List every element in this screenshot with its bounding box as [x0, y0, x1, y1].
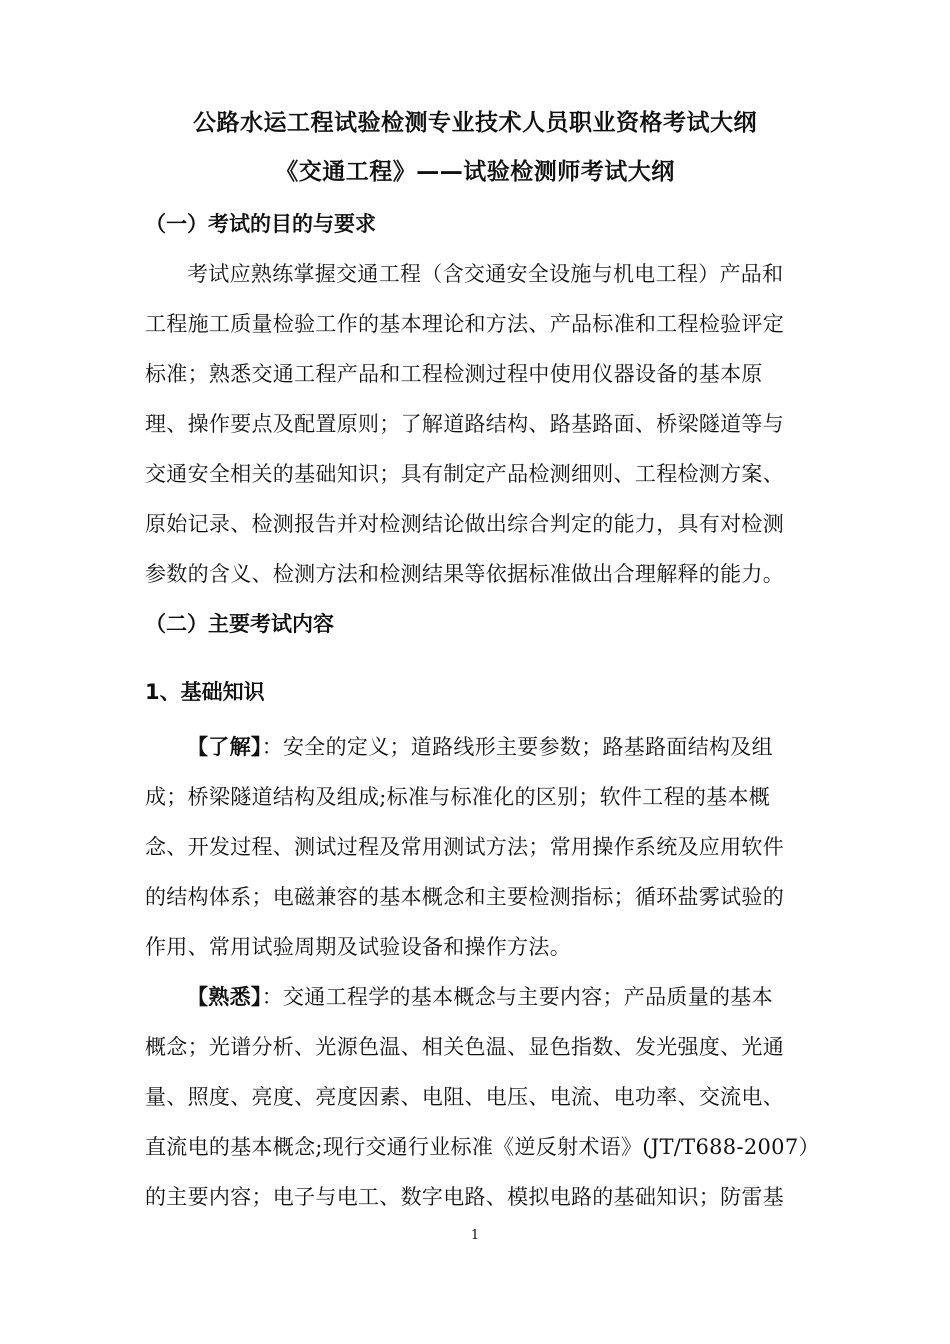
familiar-tag: 【熟悉】	[187, 985, 262, 1009]
document-subtitle: 《交通工程》——试验检测师考试大纲	[275, 159, 675, 185]
understand-text: ：安全的定义；道路线形主要参数；路基路面结构及组	[261, 735, 773, 759]
paragraph-line: 理、操作要点及配置原则；了解道路结构、路基路面、桥梁隧道等与	[145, 412, 784, 436]
subsection-heading-basics: 1、基础知识	[145, 680, 265, 704]
paragraph-line: 原始记录、检测报告并对检测结论做出综合判定的能力，具有对检测	[145, 512, 784, 536]
paragraph-line: 工程施工质量检验工作的基本理论和方法、产品标准和工程检验评定	[145, 312, 784, 336]
paragraph-line: 参数的含义、检测方法和检测结果等依据标准做出合理解释的能力。	[145, 562, 784, 586]
paragraph-line: 成；桥梁隧道结构及组成;标准与标准化的区别；软件工程的基本概	[145, 785, 771, 809]
familiar-text: ：交通工程学的基本概念与主要内容；产品质量的基本	[261, 985, 773, 1009]
document-title: 公路水运工程试验检测专业技术人员职业资格考试大纲	[193, 110, 757, 136]
page-number: 1	[470, 1228, 480, 1243]
paragraph-line	[187, 731, 773, 761]
section-heading-content: （二）主要考试内容	[145, 612, 334, 636]
paragraph-line: 考试应熟练掌握交通工程（含交通安全设施与机电工程）产品和	[187, 262, 784, 286]
understand-tag: 【了解】	[187, 735, 262, 759]
paragraph-line: 念、开发过程、测试过程及常用测试方法；常用操作系统及应用软件	[145, 835, 784, 859]
paragraph-line: 直流电的基本概念;现行交通行业标准《逆反射术语》(JT/T688-2007）	[145, 1135, 820, 1159]
paragraph-line: 量、照度、亮度、亮度因素、电阻、电压、电流、电功率、交流电、	[145, 1085, 784, 1109]
paragraph-line: 的结构体系；电磁兼容的基本概念和主要检测指标；循环盐雾试验的	[145, 885, 784, 909]
paragraph-line: 作用、常用试验周期及试验设备和操作方法。	[145, 935, 571, 959]
paragraph-line: 的主要内容；电子与电工、数字电路、模拟电路的基础知识；防雷基	[145, 1185, 784, 1209]
paragraph-line: 标准；熟悉交通工程产品和工程检测过程中使用仪器设备的基本原	[145, 362, 763, 386]
section-heading-purpose: （一）考试的目的与要求	[145, 212, 376, 236]
paragraph-line: 概念；光谱分析、光源色温、相关色温、显色指数、发光强度、光通	[145, 1035, 784, 1059]
paragraph-line: 交通安全相关的基础知识；具有制定产品检测细则、工程检测方案、	[145, 462, 784, 486]
paragraph-line	[187, 981, 773, 1011]
